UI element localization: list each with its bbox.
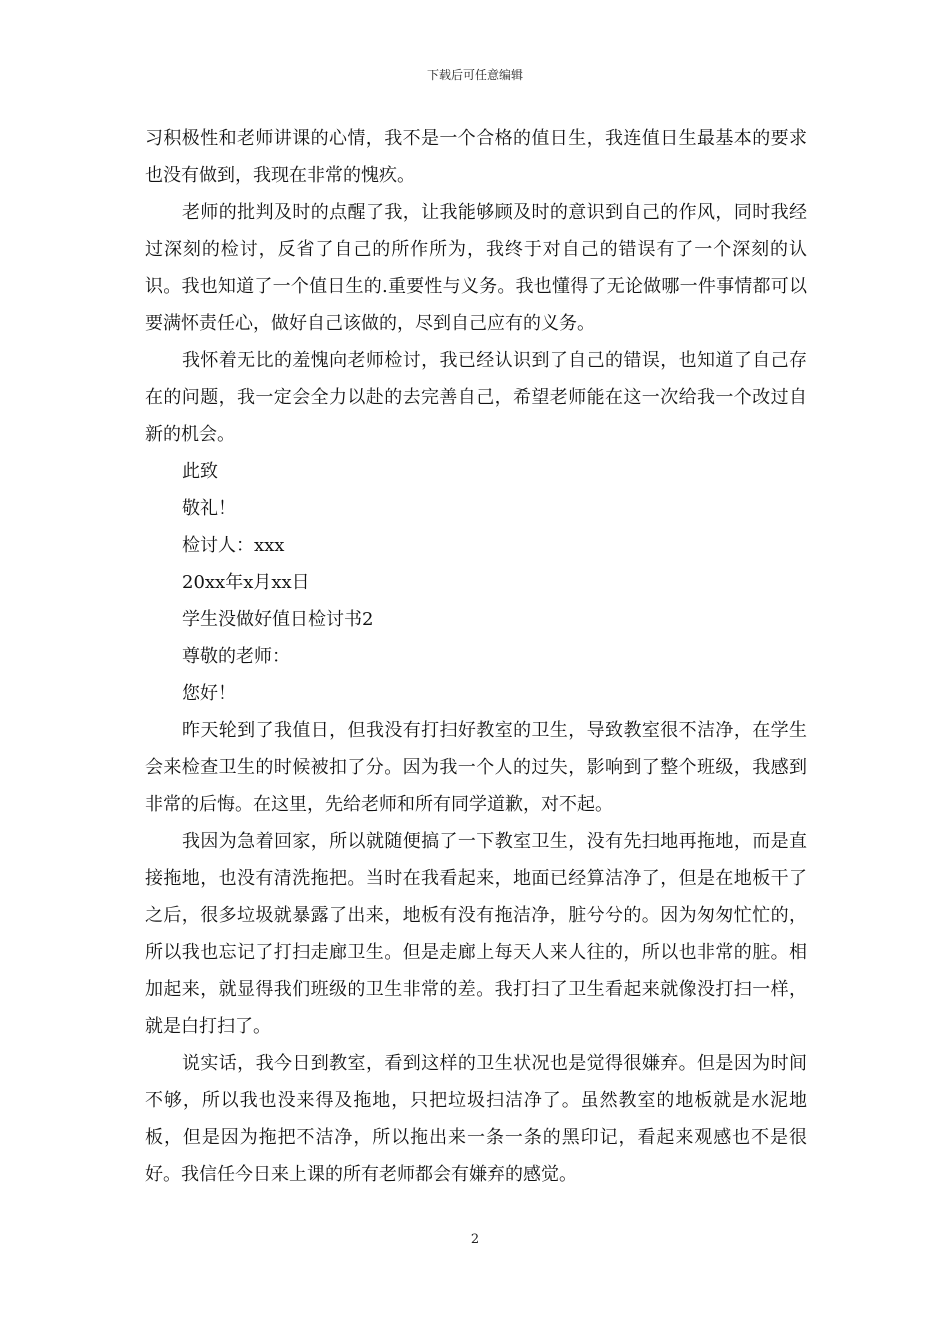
paragraph-details: 我因为急着回家，所以就随便搞了一下教室卫生，没有先扫地再拖地，而是直接拖地，也没有清洗拖把。当时在我看起来，地面已经算洁净了，但是在地板干了之后，很多垃圾就暴露了出来，地板有没有拖洁净，脏兮兮的。因为匆匆忙忙的，所以我也忘记了打扫走廊卫生。但是走廊上每天人来人往的，所以也非常的脏。相加起来，就显得我们班级的卫生非常的差。我打扫了卫生看起来就像没打扫一样，就是白打扫了。 [145,831,807,1037]
page-number: 2 [470,1232,480,1247]
document-body [145,120,807,1193]
greeting-hello: 您好！ [182,683,236,704]
paragraph-honest: 说实话，我今日到教室，看到这样的卫生状况也是觉得很嫌弃。但是因为时间不够，所以我也没来得及拖地，只把垃圾扫洁净了。虽然教室的地板就是水泥地板，但是因为拖把不洁净，所以拖出来一条一条的黑印记，看起来观感也不是很好。我信任今日来上课的所有老师都会有嫌弃的感觉。 [145,1053,807,1185]
page-header: 下载后可任意编辑 [426,68,523,82]
section-title: 学生没做好值日检讨书2 [182,609,374,630]
paragraph-apology: 我怀着无比的羞愧向老师检讨，我已经认识到了自己的错误，也知道了自己存在的问题，我一定会全力以赴的去完善自己，希望老师能在这一次给我一个改过自新的机会。 [145,350,807,445]
closing-respect: 敬礼！ [182,498,236,519]
paragraph-criticism: 老师的批判及时的点醒了我，让我能够顾及时的意识到自己的作风，同时我经过深刻的检讨，反省了自己的所作所为，我终于对自己的错误有了一个深刻的认识。我也知道了一个值日生的.重要性与义务。我也懂得了无论做哪一件事情都可以要满怀责任心，做好自己该做的，尽到自己应有的义务。 [145,202,807,334]
paragraph-incident: 昨天轮到了我值日，但我没有打扫好教室的卫生，导致教室很不洁净，在学生会来检查卫生的时候被扣了分。因为我一个人的过失，影响到了整个班级，我感到非常的后悔。在这里，先给老师和所有同学道歉，对不起。 [145,720,807,815]
date-line: 20xx年x月xx日 [182,572,310,593]
closing-salutation: 此致 [182,461,218,482]
signature-line: 检讨人：xxx [182,535,285,556]
paragraph-continuation: 习积极性和老师讲课的心情，我不是一个合格的值日生，我连值日生最基本的要求也没有做到，我现在非常的愧疚。 [145,128,807,186]
greeting-line: 尊敬的老师： [182,646,290,667]
